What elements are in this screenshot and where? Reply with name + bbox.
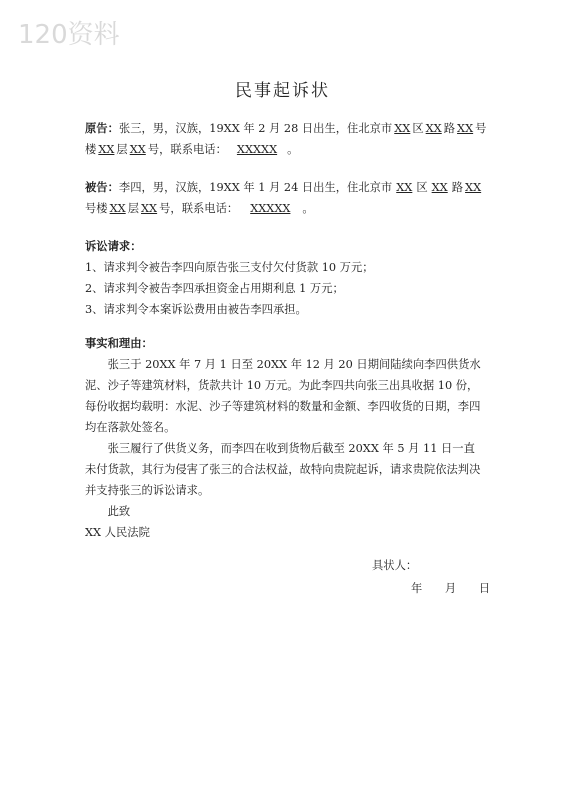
facts-paragraph: 张三履行了供货义务，而李四在收到货物后截至 20XX 年 5 月 11 日一直未付货款，其行为侵害了张三的合法权益，故特向贵院起诉，请求贵院依法判决并支持张三的诉讼请求。 [85, 442, 481, 497]
plaintiff-floor: XX [98, 143, 115, 156]
plaintiff-line-1 [85, 118, 485, 139]
defendant-floor: XX [109, 202, 126, 215]
defendant-road: XX [431, 181, 448, 194]
plaintiff-number: XX [457, 122, 474, 135]
plaintiff-text-hao: 号 [475, 122, 487, 135]
defendant-label: 被告： [85, 180, 119, 194]
claim-item: 3、请求判令本案诉讼费用由被告李四承担。 [85, 303, 307, 316]
defendant-text-phone: 号，联系电话： [159, 202, 239, 215]
plaintiff-text-qu: 区 [412, 122, 424, 135]
plaintiff-district: XX [394, 122, 411, 135]
plaintiff-section [85, 118, 485, 160]
plaintiff-text-lu: 路 [443, 122, 456, 135]
plaintiff-road: XX [425, 122, 442, 135]
defendant-text-qu: 区 [416, 181, 428, 194]
defendant-line-1 [85, 177, 485, 198]
plaintiff-line-2 [85, 139, 485, 160]
defendant-text-haolou: 号楼 [85, 202, 108, 215]
plaintiff-label: 原告： [85, 121, 119, 135]
plaintiff-text-ceng: 层 [116, 143, 128, 156]
defendant-text: 李四，男，汉族，19XX 年 1 月 24 日出生，住北京市 [118, 181, 393, 194]
defendant-section [85, 177, 485, 219]
defendant-room: XX [141, 202, 158, 215]
plaintiff-text-end: 。 [287, 143, 299, 156]
plaintiff-room: XX [129, 143, 146, 156]
plaintiff-phone: XXXXX [236, 143, 278, 156]
plaintiff-text-lou: 楼 [85, 143, 97, 156]
facts-heading: 事实和理由： [85, 336, 153, 350]
plaintiff-text-phone: 号，联系电话： [147, 143, 227, 156]
date-line: 年 月 日 [411, 582, 491, 595]
defendant-line-2 [85, 198, 485, 219]
plaintiff-text: 张三，男，汉族，19XX 年 2 月 28 日出生，住北京市 [118, 122, 393, 135]
defendant-text-ceng: 层 [127, 202, 140, 215]
claim-item: 1、请求判令被告李四向原告张三支付欠付货款 10 万元； [85, 261, 374, 274]
defendant-text-lu: 路 [451, 181, 464, 194]
facts-section [85, 333, 485, 543]
claims-heading: 诉讼请求： [85, 239, 142, 253]
signer-label: 具状人： [372, 559, 418, 572]
court-name: XX 人民法院 [85, 526, 150, 539]
claim-item: 2、请求判令被告李四承担资金占用期利息 1 万元； [85, 282, 344, 295]
defendant-phone: XXXXX [250, 202, 291, 215]
facts-paragraph: 张三于 20XX 年 7 月 1 日至 20XX 年 12 月 20 日期间陆续向李四供货水泥、沙子等建筑材料，货款共计 10 万元。为此李四共向张三出具收据 10 份，每份收据均载明：水泥、沙子等建筑材料的数量和金额、李四收货的日期，李四均在落款处签名。 [85, 358, 481, 434]
closing-greeting: 此致 [107, 505, 131, 518]
claims-section [85, 236, 485, 320]
defendant-district: XX [396, 181, 413, 194]
watermark-logo: 120资料 [18, 20, 120, 50]
document-title: 民事起诉状 [235, 81, 330, 101]
defendant-text-end: 。 [302, 202, 314, 215]
defendant-number: XX [465, 181, 482, 194]
